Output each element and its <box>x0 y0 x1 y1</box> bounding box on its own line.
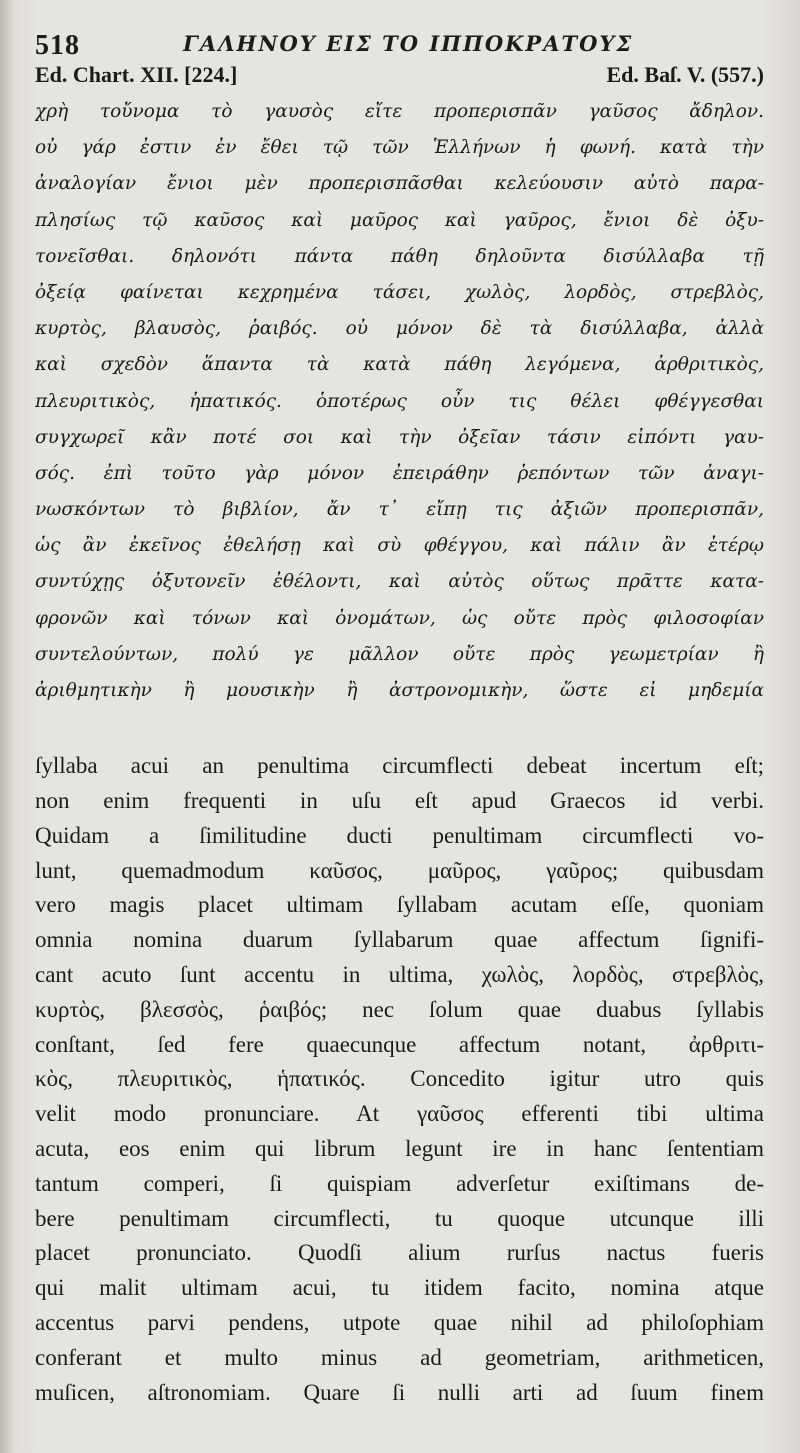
latin-line: accentus parvi pendens, utpote quae nihil ad philoſophiam <box>35 1309 764 1335</box>
latin-text-block <box>35 749 764 1410</box>
latin-line: placet pronunciato. Quodſi alium rurſus nactus fueris <box>35 1240 764 1266</box>
latin-line: cant acuto ſunt accentu in ultima, χωλὸς, λορδὸς, στρεβλὸς, <box>35 961 764 987</box>
greek-line: καὶ σχεδὸν ἅπαντα τὰ κατὰ πάθη λεγόμενα, ἀρθριτικὸς, <box>35 354 764 376</box>
latin-line: muſicen, aſtronomiam. Quare ſi nulli arti ad ſuum finem <box>35 1379 764 1405</box>
greek-line: κυρτὸς, βλαυσὸς, ῥαιβός. οὐ μόνον δὲ τὰ δισύλλαβα, ἀλλὰ <box>35 318 764 340</box>
latin-line: ſyllaba acui an penultima circumflecti debeat incertum eſt; <box>35 753 764 779</box>
greek-text-block <box>35 94 764 709</box>
latin-line: κὸς, πλευριτικὸς, ἡπατικός. Concedito igitur utro quis <box>35 1066 764 1092</box>
latin-line: acuta, eos enim qui librum legunt ire in hanc ſententiam <box>35 1135 764 1161</box>
page-header <box>35 0 764 60</box>
greek-line: χρὴ τοὔνομα τὸ γαυσὸς εἴτε προπερισπᾶν γαῦσος ἄδηλον. <box>35 101 764 122</box>
latin-line: velit modo pronunciare. At γαῦσος efferenti tibi ultima <box>35 1101 764 1127</box>
greek-line: ἀναλογίαν ἔνιοι μὲν προπερισπᾶσθαι κελεύουσιν αὐτὸ παρα- <box>35 173 764 195</box>
latin-line: Quidam a ſimilitudine ducti penultimam circumflecti vo- <box>35 822 764 848</box>
edition-references <box>35 60 764 94</box>
greek-line: οὐ γάρ ἐστιν ἐν ἔθει τῷ τῶν Ἑλλήνων ἡ φωνή. κατὰ τὴν <box>35 137 764 159</box>
greek-line: τονεῖσθαι. δηλονότι πάντα πάθη δηλοῦντα δισύλλαβα τῇ <box>35 245 764 267</box>
latin-line: conſtant, ſed fere quaecunque affectum notant, ἀρθριτι- <box>35 1031 764 1057</box>
binding-shadow <box>0 0 14 1453</box>
running-title: ΓΑΛΗΝΟΥ ΕΙΣ ΤΟ ΙΠΠΟΚΡΑΤΟΥΣ <box>183 31 634 56</box>
greek-line: νωσκόντων τὸ βιβλίον, ἄν τ᾽ εἴπῃ τις ἀξιῶν προπερισπᾶν, <box>35 499 764 521</box>
latin-line: non enim frequenti in uſu eſt apud Graecos id verbi. <box>35 787 764 813</box>
latin-line: tantum comperi, ſi quispiam adverſetur exiſtimans de- <box>35 1170 764 1196</box>
latin-line: vero magis placet ultimam ſyllabam acutam eſſe, quoniam <box>35 892 764 918</box>
edition-ref-chartier: Ed. Chart. XII. [224.] <box>35 62 238 87</box>
latin-line: omnia nomina duarum ſyllabarum quae affectum ſignifi- <box>35 927 764 953</box>
greek-line: πλησίως τῷ καῦσος καὶ μαῦρος καὶ γαῦρος, ἔνιοι δὲ ὀξυ- <box>35 209 764 231</box>
greek-line: συντύχῃς ὀξυτονεῖν ἐθέλοντι, καὶ αὐτὸς οὕτως πρᾶττε κατα- <box>35 571 764 593</box>
greek-line: ὡς ἂν ἐκεῖνος ἐθελήσῃ καὶ σὺ φθέγγου, καὶ πάλιν ἂν ἑτέρῳ <box>35 535 764 557</box>
greek-line: συντελούντων, πολύ γε μᾶλλον οὔτε πρὸς γεωμετρίαν ἢ <box>35 643 764 665</box>
latin-line: κυρτὸς, βλεσσὸς, ῥαιβός; nec ſolum quae duabus ſyllabis <box>35 996 764 1022</box>
greek-line: συγχωρεῖ κἂν ποτέ σοι καὶ τὴν ὀξεῖαν τάσιν εἰπόντι γαυ- <box>35 426 764 448</box>
latin-line: conferant et multo minus ad geometriam, arithmeticen, <box>35 1344 764 1370</box>
page-number: 518 <box>35 30 80 61</box>
latin-line: bere penultimam circumflecti, tu quoque utcunque illi <box>35 1205 764 1231</box>
greek-line: σός. ἐπὶ τοῦτο γὰρ μόνον ἐπειράθην ῥεπόντων τῶν ἀναγι- <box>35 462 764 484</box>
block-separator <box>35 709 764 749</box>
greek-line: πλευριτικὸς, ἡπατικός. ὁποτέρως οὖν τις θέλει φθέγγεσθαι <box>35 390 764 412</box>
latin-line: lunt, quemadmodum καῦσος, μαῦρος, γαῦρος; quibusdam <box>35 857 764 883</box>
greek-line: ἀριθμητικὴν ἢ μουσικὴν ἢ ἀστρονομικὴν, ὥστε εἰ μηδεμία <box>35 680 764 701</box>
greek-line: ὀξείᾳ φαίνεται κεχρημένα τάσει, χωλὸς, λορδὸς, στρεβλὸς, <box>35 281 764 303</box>
greek-line: φρονῶν καὶ τόνων καὶ ὀνομάτων, ὡς οὔτε πρὸς φιλοσοφίαν <box>35 607 764 629</box>
latin-line: qui malit ultimam acui, tu itidem facito, nomina atque <box>35 1275 764 1301</box>
edition-ref-basel: Ed. Baſ. V. (557.) <box>606 62 764 87</box>
